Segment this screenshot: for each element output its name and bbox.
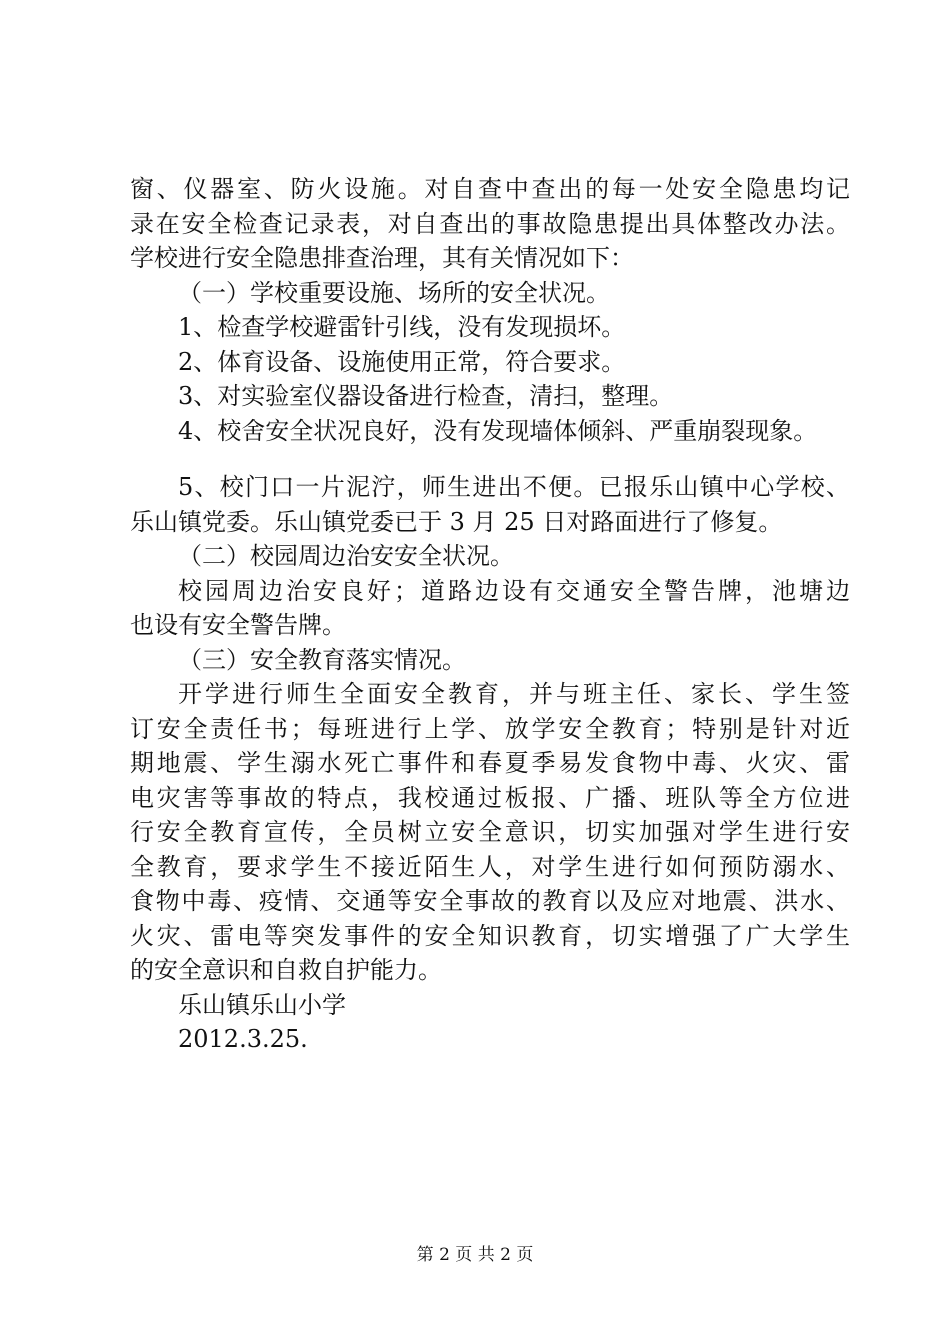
section-heading: （三）安全教育落实情况。: [178, 645, 466, 674]
text-line: 期地震、学生溺水死亡事件和春夏季易发食物中毒、火灾、雷: [130, 749, 850, 777]
text-line: 全教育，要求学生不接近陌生人，对学生进行如何预防溺水、: [130, 852, 850, 881]
list-item: 3、对实验室仪器设备进行检查，清扫，整理。: [178, 382, 674, 410]
text-line: 的安全意识和自救自护能力。: [130, 956, 442, 984]
text-line: 食物中毒、疫情、交通等安全事故的教育以及应对地震、洪水、: [130, 887, 850, 915]
list-item: 1、检查学校避雷针引线，没有发现损坏。: [178, 313, 626, 341]
section-heading: （一）学校重要设施、场所的安全状况。: [178, 278, 610, 307]
text-line: 录在安全检查记录表，对自查出的事故隐患提出具体整改办法。: [130, 209, 850, 238]
text-line: 学校进行安全隐患排查治理，其有关情况如下：: [130, 244, 634, 272]
text-line: 校园周边治安良好；道路边设有交通安全警告牌，池塘边: [178, 576, 850, 605]
list-item: 4、校舍安全状况良好，没有发现墙体倾斜、严重崩裂现象。: [178, 416, 818, 445]
signature-organization: 乐山镇乐山小学: [178, 990, 346, 1019]
text-line: 电灾害等事故的特点，我校通过板报、广播、班队等全方位进: [130, 783, 850, 812]
text-line: 火灾、雷电等突发事件的安全知识教育，切实增强了广大学生: [130, 921, 850, 950]
text-line: 窗、仪器室、防火设施。对自查中查出的每一处安全隐患均记: [130, 175, 850, 203]
section-heading: （二）校园周边治安安全状况。: [178, 542, 514, 570]
text-line: 开学进行师生全面安全教育，并与班主任、家长、学生签: [178, 680, 850, 708]
paragraph-gap: [130, 448, 850, 470]
text-line: 行安全教育宣传，全员树立安全意识，切实加强对学生进行安: [130, 818, 850, 846]
list-item: 5、校门口一片泥泞，师生进出不便。已报乐山镇中心学校、: [178, 473, 850, 501]
page-footer: 第 2 页 共 2 页: [416, 1245, 534, 1265]
list-item: 2、体育设备、设施使用正常，符合要求。: [178, 347, 626, 376]
text-line: 乐山镇党委。乐山镇党委已于 3 月 25 日对路面进行了修复。: [130, 507, 783, 536]
signature-date: 2012.3.25.: [178, 1025, 308, 1053]
document-body: [130, 172, 850, 1057]
text-line: 订安全责任书；每班进行上学、放学安全教育；特别是针对近: [130, 714, 850, 743]
text-line: 也设有安全警告牌。: [130, 611, 346, 639]
